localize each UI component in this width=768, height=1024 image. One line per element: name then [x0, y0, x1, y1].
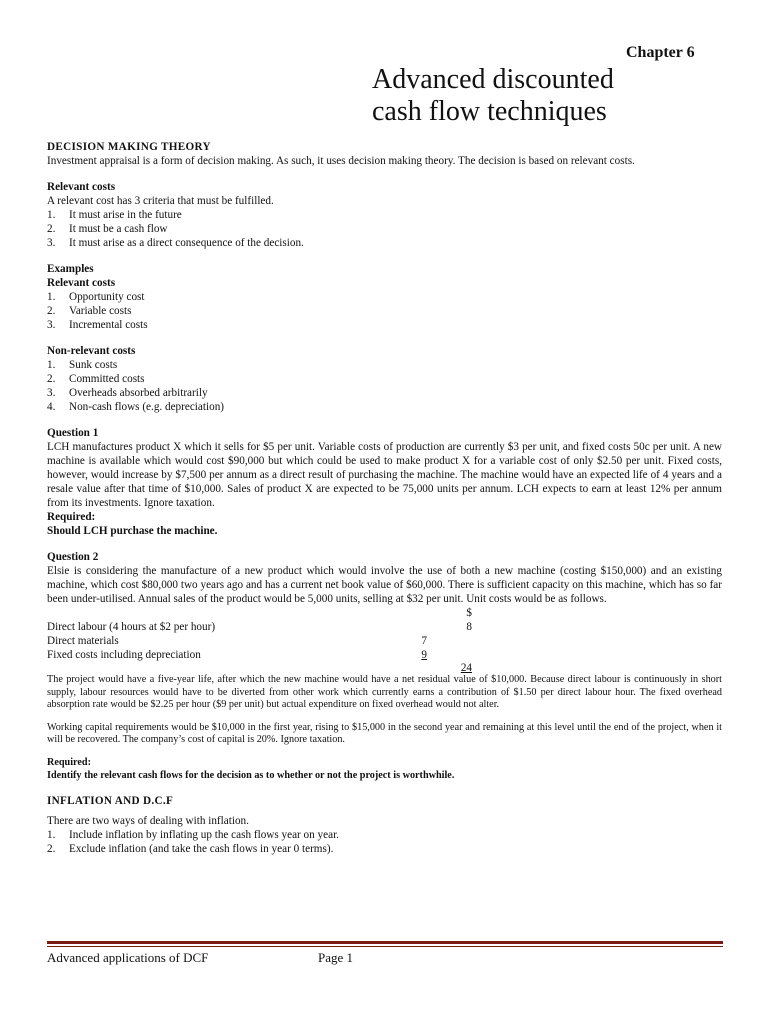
unit-cost-currency-row: [47, 606, 722, 620]
list-item: [47, 222, 722, 236]
list-text: Variable costs: [69, 305, 132, 317]
list-item: [47, 842, 722, 856]
list-number: 2.: [47, 305, 56, 317]
subheading-examples: Examples: [47, 263, 94, 275]
page-title-line-2: cash flow techniques: [372, 96, 607, 127]
footer-page-number: Page 1: [318, 950, 354, 965]
question-1-required-text: Should LCH purchase the machine.: [47, 525, 218, 537]
unit-cost-row: [47, 634, 722, 648]
question-2-body: Elsie is considering the manufacture of a new product which would involve the use of both a new machine (costing $150,000) and an existing machine, which cost $80,000 two years ago and has a current net book value of $60,000. There is sufficient capacity on this machine, which has so far been under-utilised. Annual sales of the product would be 5,000 units, selling at $32 per unit. Unit costs would be as follows.: [47, 565, 722, 605]
list-text: Committed costs: [69, 373, 145, 385]
question-2-body-3: Working capital requirements would be $10,000 in the first year, rising to $15,000 in the second year and remaining at this level until the end of the project, when it will be recovered. The company’s cost of capital is 20%. Ignore taxation.: [47, 721, 722, 746]
list-item: [47, 208, 722, 222]
footer-rule-thin: [47, 946, 723, 947]
question-2-required-label: Required:: [47, 756, 91, 768]
list-number: 2.: [47, 373, 56, 385]
question-1-heading: Question 1: [47, 427, 99, 439]
list-number: 2.: [47, 843, 56, 856]
list-number: 1.: [47, 291, 56, 303]
subheading-relevant-costs: Relevant costs: [47, 181, 116, 193]
list-item: [47, 236, 722, 250]
list-item: [47, 318, 722, 332]
list-text: Non-cash flows (e.g. depreciation): [69, 401, 225, 413]
list-text: Exclude inflation (and take the cash flows in year 0 terms).: [69, 843, 334, 856]
section-heading-decision: DECISION MAKING THEORY: [47, 141, 211, 153]
question-2-required-text: Identify the relevant cash flows for the decision as to whether or not the project is worthwhile.: [47, 769, 455, 781]
list-text: Incremental costs: [69, 319, 148, 331]
question-1-body: LCH manufactures product X which it sells for $5 per unit. Variable costs of production are currently $3 per unit, and fixed costs 50c per unit. A new machine is available which would cost $90,000 but which could be used to make product X for a variable cost of only $2.50 per unit. Fixed costs, however, would increase by $7,500 per annum as a direct result of purchasing the machine. The machine would have an expected life of 4 years and a resale value after that time of $10,000. Sales of product X are expected to be 75,000 units per annum. LCH expects to earn at least 12% per annum from its investments. Ignore taxation.: [47, 441, 722, 509]
list-text: Include inflation by inflating up the cash flows year on year.: [69, 829, 339, 842]
subheading-relevant-costs-examples: Relevant costs: [47, 277, 116, 289]
list-item: [47, 828, 722, 842]
list-item: [47, 290, 722, 304]
unit-cost-subvalue: 9: [421, 649, 427, 661]
question-2-body-2: The project would have a five-year life, after which the new machine would have a net residual value of $10,000. Because direct labour is continuously in short supply, labour resources would have to be diverted from other work which currently earns a contribution of $1.50 per direct labour hour. The fixed overhead absorption rate would be $2.25 per hour ($9 per unit) but actual expenditure on fixed overhead would not alter.: [47, 674, 722, 711]
unit-cost-label: Direct materials: [47, 635, 119, 647]
list-item: [47, 304, 722, 318]
list-number: 1.: [47, 359, 56, 371]
page-title-line-1: Advanced discounted: [372, 64, 614, 95]
unit-cost-row: [47, 620, 722, 634]
question-2-heading: Question 2: [47, 551, 99, 563]
list-number: 2.: [47, 223, 56, 235]
unit-cost-total: 24: [460, 662, 472, 674]
decision-intro: Investment appraisal is a form of decision making. As such, it uses decision making theory. The decision is based on relevant costs.: [47, 155, 635, 167]
footer-rule-thick: [47, 941, 723, 944]
list-text: It must arise in the future: [69, 209, 182, 221]
list-number: 3.: [47, 387, 56, 399]
chapter-label: Chapter 6: [626, 44, 695, 61]
list-text: Sunk costs: [69, 359, 118, 371]
list-text: Opportunity cost: [69, 291, 145, 303]
footer-title: Advanced applications of DCF: [47, 950, 209, 965]
unit-cost-label: Direct labour (4 hours at $2 per hour): [47, 621, 216, 633]
list-item: [47, 400, 722, 414]
list-item: [47, 386, 722, 400]
question-1-required-label: Required:: [47, 511, 96, 523]
page-title: [372, 64, 752, 128]
list-text: It must arise as a direct consequence of the decision.: [69, 237, 304, 249]
list-number: 1.: [47, 209, 56, 221]
unit-cost-value: 8: [466, 621, 472, 633]
unit-cost-label: Fixed costs including depreciation: [47, 649, 201, 661]
list-number: 4.: [47, 401, 56, 413]
list-number: 1.: [47, 829, 56, 842]
list-number: 3.: [47, 319, 56, 331]
list-number: 3.: [47, 237, 56, 249]
list-item: [47, 358, 722, 372]
unit-cost-row: [47, 648, 722, 662]
subheading-non-relevant-costs: Non-relevant costs: [47, 345, 136, 357]
unit-cost-total-row: [47, 662, 722, 674]
unit-cost-subvalue: 7: [421, 635, 427, 647]
inflation-intro: There are two ways of dealing with inflation.: [47, 815, 249, 828]
relevant-costs-intro: A relevant cost has 3 criteria that must be fulfilled.: [47, 195, 274, 207]
document-body: [47, 140, 722, 856]
list-text: Overheads absorbed arbitrarily: [69, 387, 208, 399]
list-text: It must be a cash flow: [69, 223, 168, 235]
list-item: [47, 372, 722, 386]
currency-symbol: $: [466, 607, 472, 619]
section-heading-inflation: INFLATION AND D.C.F: [47, 795, 174, 808]
